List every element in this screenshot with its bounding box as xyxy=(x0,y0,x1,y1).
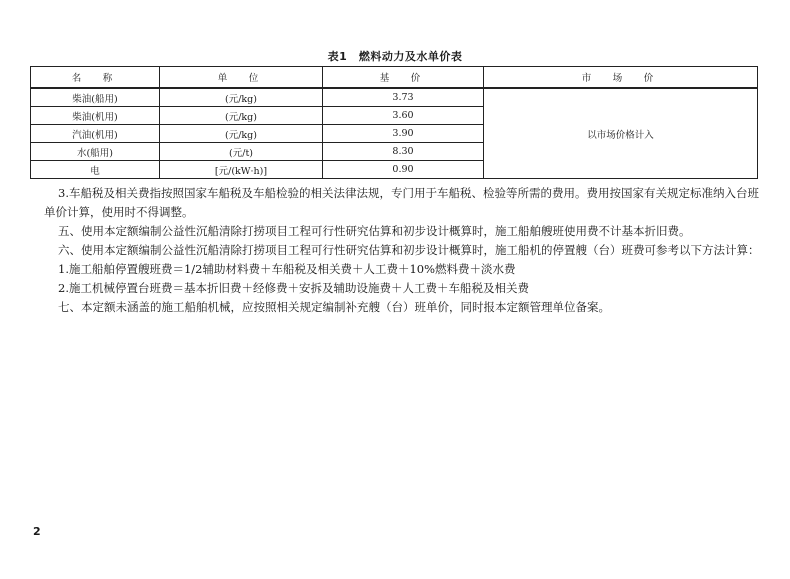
cell-name: 汽油(机用) xyxy=(31,125,160,143)
cell-name: 水(船用) xyxy=(31,143,160,161)
paragraph-section-5: 五、使用本定额编制公益性沉船清除打捞项目工程可行性研究估算和初步设计概算时，施工船舶艘班使用费不计基本折旧费。 xyxy=(58,224,691,238)
header-name: 名 称 xyxy=(31,67,160,89)
cell-unit: [元/(kW·h)] xyxy=(160,161,323,179)
page-number: 2 xyxy=(33,525,41,538)
fuel-price-table xyxy=(30,66,758,179)
cell-price: 3.73 xyxy=(323,88,484,107)
cell-unit: (元/kg) xyxy=(160,125,323,143)
cell-price: 0.90 xyxy=(323,161,484,179)
cell-name: 电 xyxy=(31,161,160,179)
table-row xyxy=(31,88,758,107)
header-base-price: 基 价 xyxy=(323,67,484,89)
body-text xyxy=(44,184,762,317)
cell-price: 8.30 xyxy=(323,143,484,161)
header-market-price: 市 场 价 xyxy=(484,67,758,89)
cell-price: 3.90 xyxy=(323,125,484,143)
paragraph-vehicle-tax: 3.车船税及相关费指按照国家车船税及车船检验的相关法律法规，专门用于车船税、检验等所需的费用。费用按国家有关规定标准纳入台班单价计算，使用时不得调整。 xyxy=(44,186,759,219)
table-caption: 表1 燃料动力及水单价表 xyxy=(327,50,463,63)
formula-ship-idle-fee: 1.施工船舶停置艘班费＝1/2辅助材料费＋车船税及相关费＋人工费＋10%燃料费＋淡水费 xyxy=(58,262,516,276)
formula-machine-idle-fee: 2.施工机械停置台班费＝基本折旧费＋经修费＋安拆及辅助设施费＋人工费＋车船税及相关费 xyxy=(58,281,529,295)
table-header-row xyxy=(31,67,758,89)
cell-price: 3.60 xyxy=(323,107,484,125)
cell-unit: (元/kg) xyxy=(160,107,323,125)
cell-name: 柴油(机用) xyxy=(31,107,160,125)
cell-market-note: 以市场价格计入 xyxy=(484,88,758,179)
cell-unit: (元/kg) xyxy=(160,88,323,107)
cell-unit: (元/t) xyxy=(160,143,323,161)
cell-name: 柴油(船用) xyxy=(31,88,160,107)
paragraph-section-7: 七、本定额未涵盖的施工船舶机械，应按照相关规定编制补充艘（台）班单价，同时报本定额管理单位备案。 xyxy=(58,300,610,314)
header-unit: 单 位 xyxy=(160,67,323,89)
paragraph-section-6: 六、使用本定额编制公益性沉船清除打捞项目工程可行性研究估算和初步设计概算时，施工船机的停置艘（台）班费可参考以下方法计算： xyxy=(58,243,760,257)
